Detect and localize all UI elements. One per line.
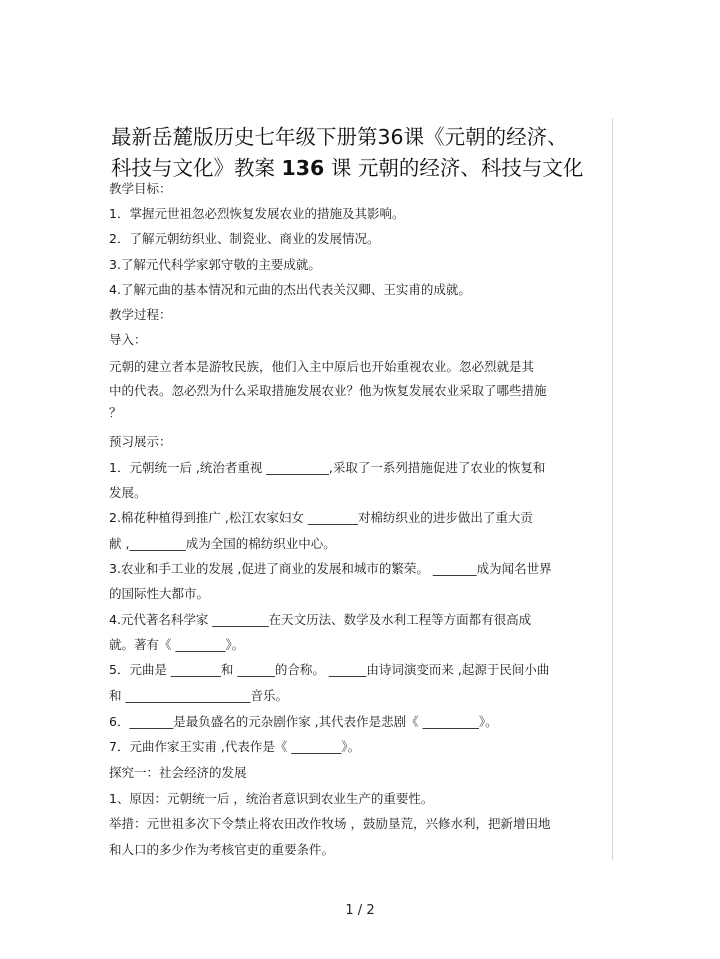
text-line: 导入： — [109, 332, 147, 347]
text-line: 教学过程： — [109, 307, 172, 322]
text-line: 和人口的多少作为考核官吏的重要条件。 — [109, 842, 335, 857]
text-line: 7．元曲作家王实甫 ,代表作是《 ________》。 — [109, 739, 361, 754]
text-line: 预习展示： — [109, 434, 172, 449]
title-part3: 课 元朝的经济、科技与文化 — [330, 156, 584, 180]
text-line: 5．元曲是 ________和 ______的合称。 ______由诗词演变而来 ,起源于民间小曲 — [109, 662, 550, 677]
text-line: 4.了解元曲的基本情况和元曲的杰出代表关汉卿、王实甫的成就。 — [109, 282, 471, 297]
text-line: 2.棉花种植得到推广 ,松江农家妇女 ________对棉纺织业的进步做出了重大贡 — [109, 510, 533, 525]
text-line: 教学目标： — [109, 181, 172, 196]
text-line: ？ — [109, 405, 122, 420]
text-line: 和 ____________________音乐。 — [109, 688, 288, 703]
text-line: 3.了解元代科学家郭守敬的主要成就。 — [109, 257, 321, 272]
text-line: 举措：元世祖多次下令禁止将农田改作牧场 ，鼓励垦荒，兴修水利，把新增田地 — [109, 816, 551, 831]
text-line: 3.农业和手工业的发展 ,促进了商业的发展和城市的繁荣。 _______成为闻名世界 — [109, 561, 552, 576]
text-line: 6．_______是最负盛名的元杂剧作家 ,其代表作是悲剧《 _________》。 — [109, 714, 498, 729]
text-line: 中的代表。忽必烈为什么采取措施发展农业？他为恢复发展农业采取了哪些措施 — [109, 383, 547, 398]
text-line: 探究一：社会经济的发展 — [109, 765, 247, 780]
text-line: 发展。 — [109, 485, 147, 500]
text-line: 的国际性大都市。 — [109, 586, 210, 601]
text-line: 献 ,_________成为全国的棉纺织业中心。 — [109, 536, 336, 551]
text-line: 4.元代著名科学家 _________在天文历法、数学及水利工程等方面都有很高成 — [109, 612, 532, 627]
text-line: 就。著有《 ________》。 — [109, 637, 245, 652]
document-title — [111, 122, 611, 184]
text-line: 元朝的建立者本是游牧民族，他们入主中原后也开始重视农业。忽必烈就是其 — [109, 359, 535, 374]
title-part2: 科技与文化》教案 — [111, 156, 275, 180]
text-line: 1、原因：元朝统一后 ，统治者意识到农业生产的重要性。 — [109, 791, 434, 806]
text-line: 1．元朝统一后 ,统治者重视 __________,采取了一系列措施促进了农业的恢复和 — [109, 460, 546, 475]
text-line: 1．掌握元世祖忽必烈恢复发展农业的措施及其影响。 — [109, 206, 405, 221]
page-edge-line — [612, 118, 613, 860]
text-line: 2．了解元朝纺织业、制瓷业、商业的发展情况。 — [109, 231, 380, 246]
page-indicator: 1 / 2 — [345, 903, 375, 918]
title-part1: 最新岳麓版历史七年级下册第36课《元朝的经济、 — [111, 125, 568, 149]
title-bold-number: 136 — [281, 156, 325, 180]
